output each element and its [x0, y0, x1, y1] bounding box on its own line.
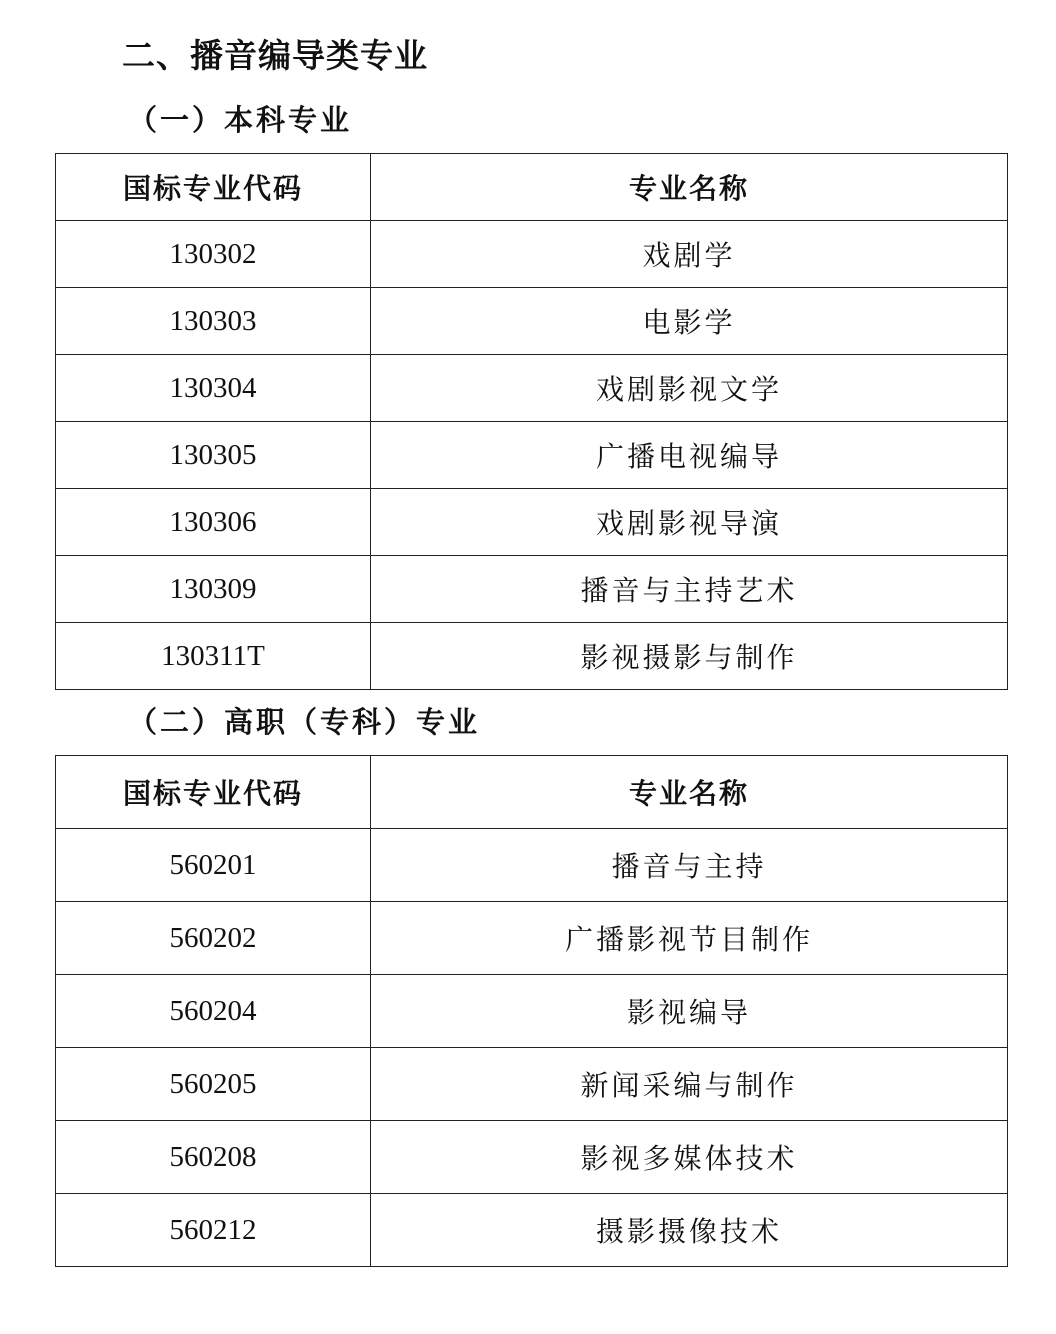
major-name: 影视摄影与制作 — [371, 623, 1008, 690]
table-header-row — [56, 154, 1008, 221]
major-name: 广播电视编导 — [371, 422, 1008, 489]
major-code: 560205 — [56, 1048, 371, 1121]
major-code: 130302 — [56, 221, 371, 288]
major-name: 电影学 — [371, 288, 1008, 355]
major-name: 播音与主持 — [371, 829, 1008, 902]
major-code: 560201 — [56, 829, 371, 902]
major-name: 戏剧学 — [371, 221, 1008, 288]
major-code: 560202 — [56, 902, 371, 975]
table-row — [56, 288, 1008, 355]
table-row — [56, 1194, 1008, 1267]
table-row — [56, 221, 1008, 288]
table-row — [56, 355, 1008, 422]
major-code: 130309 — [56, 556, 371, 623]
table-row — [56, 623, 1008, 690]
undergrad-subheading: （一）本科专业 — [128, 103, 353, 137]
major-code: 560204 — [56, 975, 371, 1048]
code-column-header: 国标专业代码 — [56, 756, 371, 829]
table-row — [56, 1121, 1008, 1194]
table-row — [56, 902, 1008, 975]
major-name: 戏剧影视导演 — [371, 489, 1008, 556]
major-code: 130311T — [56, 623, 371, 690]
table-row — [56, 556, 1008, 623]
table-header-row — [56, 756, 1008, 829]
major-name: 戏剧影视文学 — [371, 355, 1008, 422]
vocational-majors-table — [55, 755, 1008, 1267]
vocational-subheading: （二）高职（专科）专业 — [128, 705, 481, 739]
major-name: 影视编导 — [371, 975, 1008, 1048]
major-name: 摄影摄像技术 — [371, 1194, 1008, 1267]
major-code: 130306 — [56, 489, 371, 556]
table-row — [56, 422, 1008, 489]
major-name: 播音与主持艺术 — [371, 556, 1008, 623]
table-row — [56, 829, 1008, 902]
major-code: 560212 — [56, 1194, 371, 1267]
major-code: 130303 — [56, 288, 371, 355]
section-heading: 二、播音编导类专业 — [122, 36, 428, 75]
major-code: 560208 — [56, 1121, 371, 1194]
major-code: 130305 — [56, 422, 371, 489]
major-name: 新闻采编与制作 — [371, 1048, 1008, 1121]
name-column-header: 专业名称 — [371, 154, 1008, 221]
table-row — [56, 975, 1008, 1048]
major-name: 影视多媒体技术 — [371, 1121, 1008, 1194]
undergrad-majors-table — [55, 153, 1008, 690]
major-name: 广播影视节目制作 — [371, 902, 1008, 975]
table-row — [56, 489, 1008, 556]
major-code: 130304 — [56, 355, 371, 422]
name-column-header: 专业名称 — [371, 756, 1008, 829]
table-row — [56, 1048, 1008, 1121]
code-column-header: 国标专业代码 — [56, 154, 371, 221]
